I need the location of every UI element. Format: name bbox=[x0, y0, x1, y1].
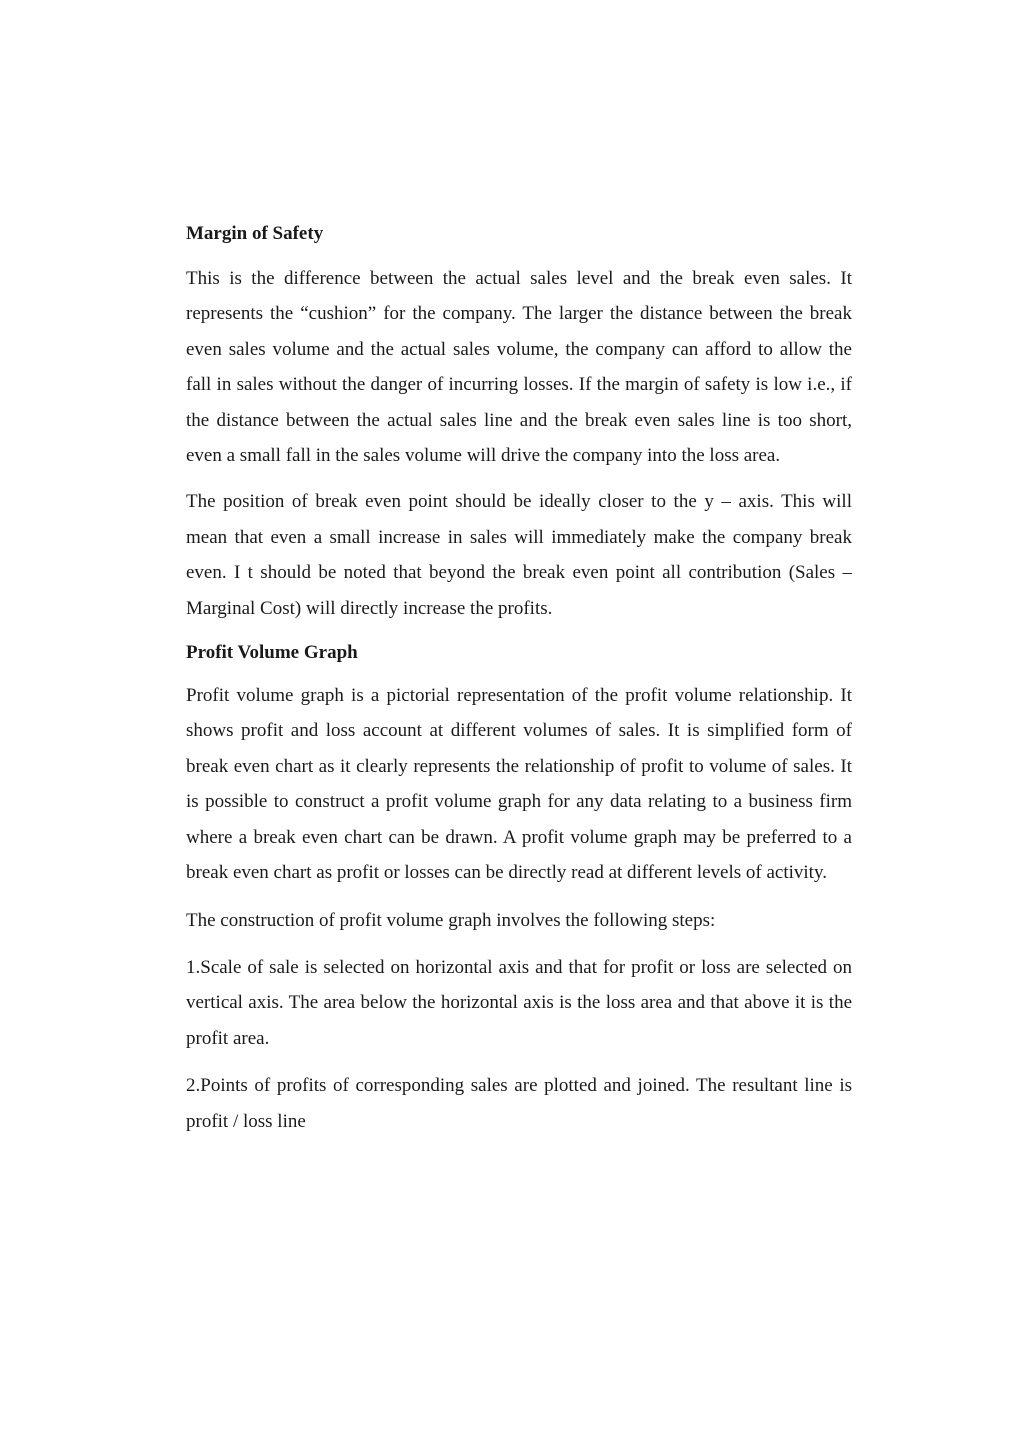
paragraph-margin-of-safety-definition: This is the difference between the actual sales level and the break even sales. It represents the “cushion” for the company. The larger the distance between the break even sales volume and the actual sales volume, the company can afford to allow the fall in sales without the danger of incurring losses. If the margin of safety is low i.e., if the distance between the actual sales line and the break even sales line is too short, even a small fall in the sales volume will drive the company into the loss area. bbox=[186, 268, 852, 467]
paragraph-construction-intro: The construction of profit volume graph involves the following steps: bbox=[186, 909, 716, 931]
list-item-step-1: 1.Scale of sale is selected on horizontal axis and that for profit or loss are selected on vertical axis. The area below the horizontal axis is the loss area and that above it is the profit area. bbox=[186, 956, 852, 1049]
section-heading-margin-of-safety: Margin of Safety bbox=[186, 223, 324, 244]
section-heading-profit-volume-graph: Profit Volume Graph bbox=[186, 642, 358, 664]
list-item-step-2: 2.Points of profits of corresponding sales are plotted and joined. The resultant line is profit / loss line bbox=[186, 1075, 852, 1132]
document-page bbox=[186, 220, 852, 1139]
paragraph-profit-volume-graph-definition: Profit volume graph is a pictorial representation of the profit volume relationship. It shows profit and loss account at different volumes of sales. It is simplified form of break even chart as it clearly represents the relationship of profit to volume of sales. It is possible to construct a profit volume graph for any data relating to a business firm where a break even chart can be drawn. A profit volume graph may be preferred to a break even chart as profit or losses can be directly read at different levels of activity. bbox=[186, 685, 852, 884]
paragraph-break-even-position: The position of break even point should be ideally closer to the y – axis. This will mean that even a small increase in sales will immediately make the company break even. I t should be noted that beyond the break even point all contribution (Sales – Marginal Cost) will directly increase the profits. bbox=[186, 491, 852, 619]
